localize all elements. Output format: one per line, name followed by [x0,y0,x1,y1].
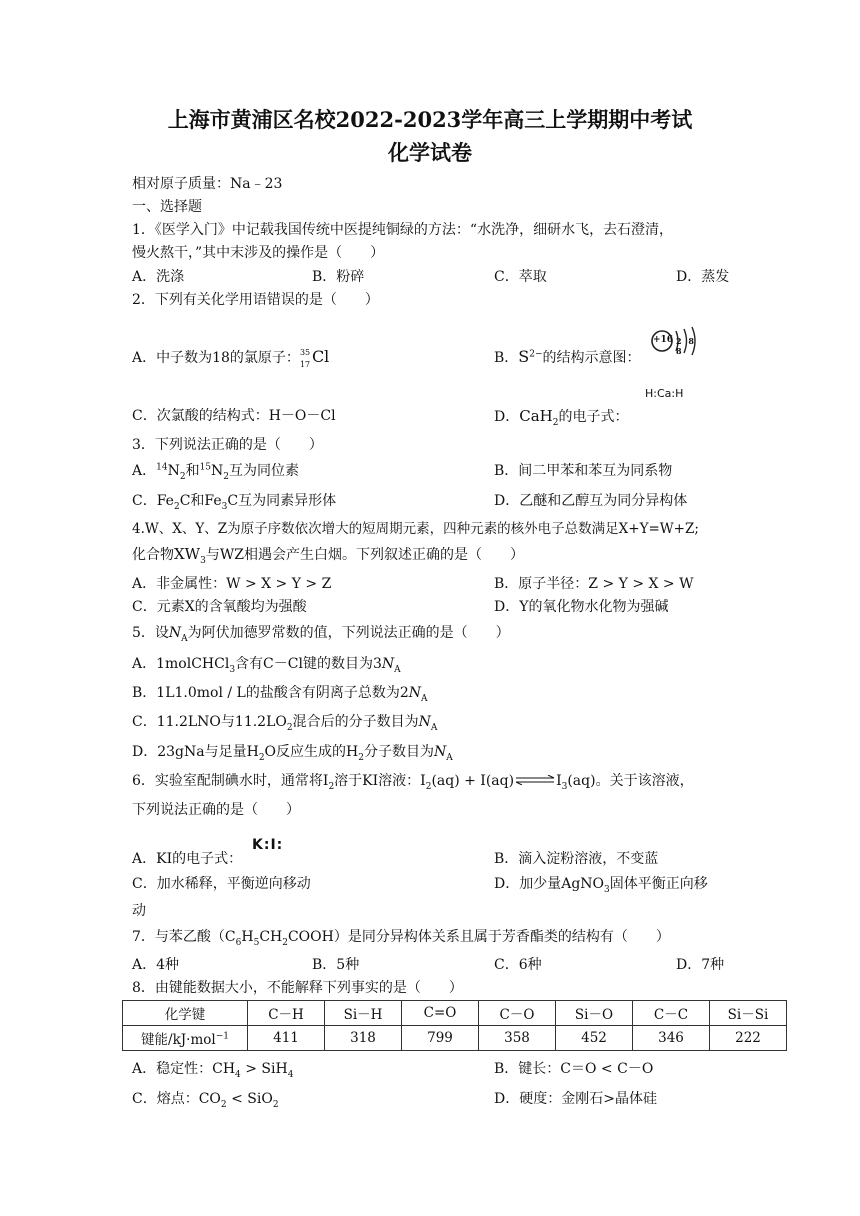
q2-option-d: D．CaH$_2$的电子式： [494,407,629,428]
table-cell: 411 [248,1026,325,1051]
q6-option-c: C．加水稀释，平衡逆向移动 [132,876,311,892]
q4-option-c: C．元素X的含氧酸均为强酸 [132,599,307,615]
table-header-cell: 键能/kJ·mol$^{-1}$ [123,1026,248,1051]
q8-option-c: C．熔点：$CO_2 < SiO_2$ [132,1091,279,1110]
section-heading: 一、选择题 [132,199,202,215]
q8-option-d: D．硬度：金刚石>晶体硅 [494,1091,657,1107]
q6-stem-line2: 下列说法正确的是（ ） [132,802,300,818]
q4-stem-line2: 化合物$XW_3$与WZ相遇会产生白烟。下列叙述正确的是（ ） [132,545,524,566]
q7-stem: 7．与苯乙酸$(C_6H_5CH_2COOH)$是同分异构体关系且属于芳香酯类的结构有（ ） [132,929,670,948]
table-cell: 346 [633,1026,710,1051]
q8-option-a: A．稳定性：$CH_4 > SiH_4$ [132,1061,294,1080]
exam-title: 上海市黄浦区名校2022-2023学年高三上学期期中考试 [167,107,693,132]
q1-option-d: D．蒸发 [676,269,730,285]
q2-option-a: A．中子数为18的氯原子： 35 17 Cl [132,347,330,369]
equilibrium-arrow-icon [514,772,556,790]
q3-option-a: A．$^{14}N_2$和$^{15}N_2$互为同位素 [132,462,299,482]
q5-option-c: C．11.2LNO与$11.2LO_2$混合后的分子数目为$N_A$ [132,714,438,733]
table-cell: C－H [248,1001,325,1026]
q4-option-d: D．Y的氧化物水化物为强碱 [494,599,669,615]
q7-option-c: C．6种 [494,957,542,973]
table-cell: Si－O [556,1001,633,1026]
q3-option-d: D．乙醚和乙醇互为同分异构体 [494,493,688,509]
table-cell: C=O [402,1001,479,1026]
q4-option-a: A．非金属性：W > X > Y > Z [132,576,332,592]
table-header-cell: 化学键 [123,1001,248,1026]
table-cell: C－C [633,1001,710,1026]
exam-subtitle: 化学试卷 [388,140,472,165]
q5-option-b: B．1L1.0mol / L的盐酸含有阴离子总数为$2N_A$ [132,685,428,704]
q8-stem: 8．由键能数据大小，不能解释下列事实的是（ ） [132,980,463,996]
table-cell: C－O [479,1001,556,1026]
q6-option-b: B．滴入淀粉溶液，不变蓝 [494,851,659,867]
q3-option-b: B．间二甲苯和苯互为同系物 [494,463,673,479]
table-cell: 318 [325,1026,402,1051]
q6-option-d-wrap: 动 [132,903,146,919]
q6-option-a: A．KI的电子式： [132,851,243,867]
table-cell: 452 [556,1026,633,1051]
q5-option-a: A．1molCHCl$_3$含有C－Cl键的数目为$3N_A$ [132,656,401,675]
q1-option-a: A．洗涤 [132,269,185,285]
q5-stem: 5．设$N_A$为阿伏加德罗常数的值，下列说法正确的是（ ） [132,625,510,644]
q7-option-b: B．5种 [312,957,360,973]
table-cell: 358 [479,1026,556,1051]
q3-stem: 3．下列说法正确的是（ ） [132,437,323,453]
q5-option-d: D．23gNa与足量$H_2O$反应生成的$H_2$分子数目为$N_A$ [132,744,453,763]
table-cell: Si－H [325,1001,402,1026]
q7-option-a: A．4种 [132,957,180,973]
q2-stem: 2．下列有关化学用语错误的是（ ） [132,292,379,308]
q1-stem-line2: 慢火熬干，”其中末涉及的操作是（ ） [132,245,385,261]
table-cell: 222 [710,1026,787,1051]
q2-option-b: B．$S^{2-}$的结构示意图： [494,347,641,366]
relative-mass-note: 相对原子质量：Na﹣23 [132,176,283,192]
table-cell: 799 [402,1026,479,1051]
q6-stem-line1: 6．实验室配制碘水时，通常将$I_2$溶于KI溶液：$I_2(aq) + I(aq)$ $I_3(aq)$。关于该溶液， [132,773,694,792]
ki-electron-dot-formula: K:I: [252,837,284,853]
q8-option-b: B．键长：C＝O < C－O [494,1061,654,1077]
q3-option-c: C．$Fe_2C$和$Fe_3C$互为同素异形体 [132,493,337,512]
sulfide-ion-structure-diagram: +16 2 8 8 [650,324,702,358]
table-row [123,1001,787,1026]
q1-option-b: B．粉碎 [312,269,365,285]
bond-energy-table [122,1000,787,1051]
q1-option-c: C．萃取 [494,269,547,285]
q7-option-d: D．7种 [676,957,725,973]
q1-stem-line1: 1．《医学入门》中记载我国传统中医提纯铜绿的方法：“水洗净，细研水飞，去石澄清， [132,222,674,238]
table-row [123,1026,787,1051]
q4-option-b: B．原子半径：Z > Y > X > W [494,576,694,592]
table-cell: Si－Si [710,1001,787,1026]
q2-option-c: C．次氯酸的结构式：H－O－Cl [132,408,336,424]
q4-stem-line1: 4.W、X、Y、Z为原子序数依次增大的短周期元素，四种元素的核外电子总数满足X+Y=W+Z; [132,521,699,537]
q6-option-d: D．加少量AgNO$_3$固体平衡正向移 [494,876,708,895]
cah2-electron-dot-formula: H:Ca:H [645,387,684,400]
